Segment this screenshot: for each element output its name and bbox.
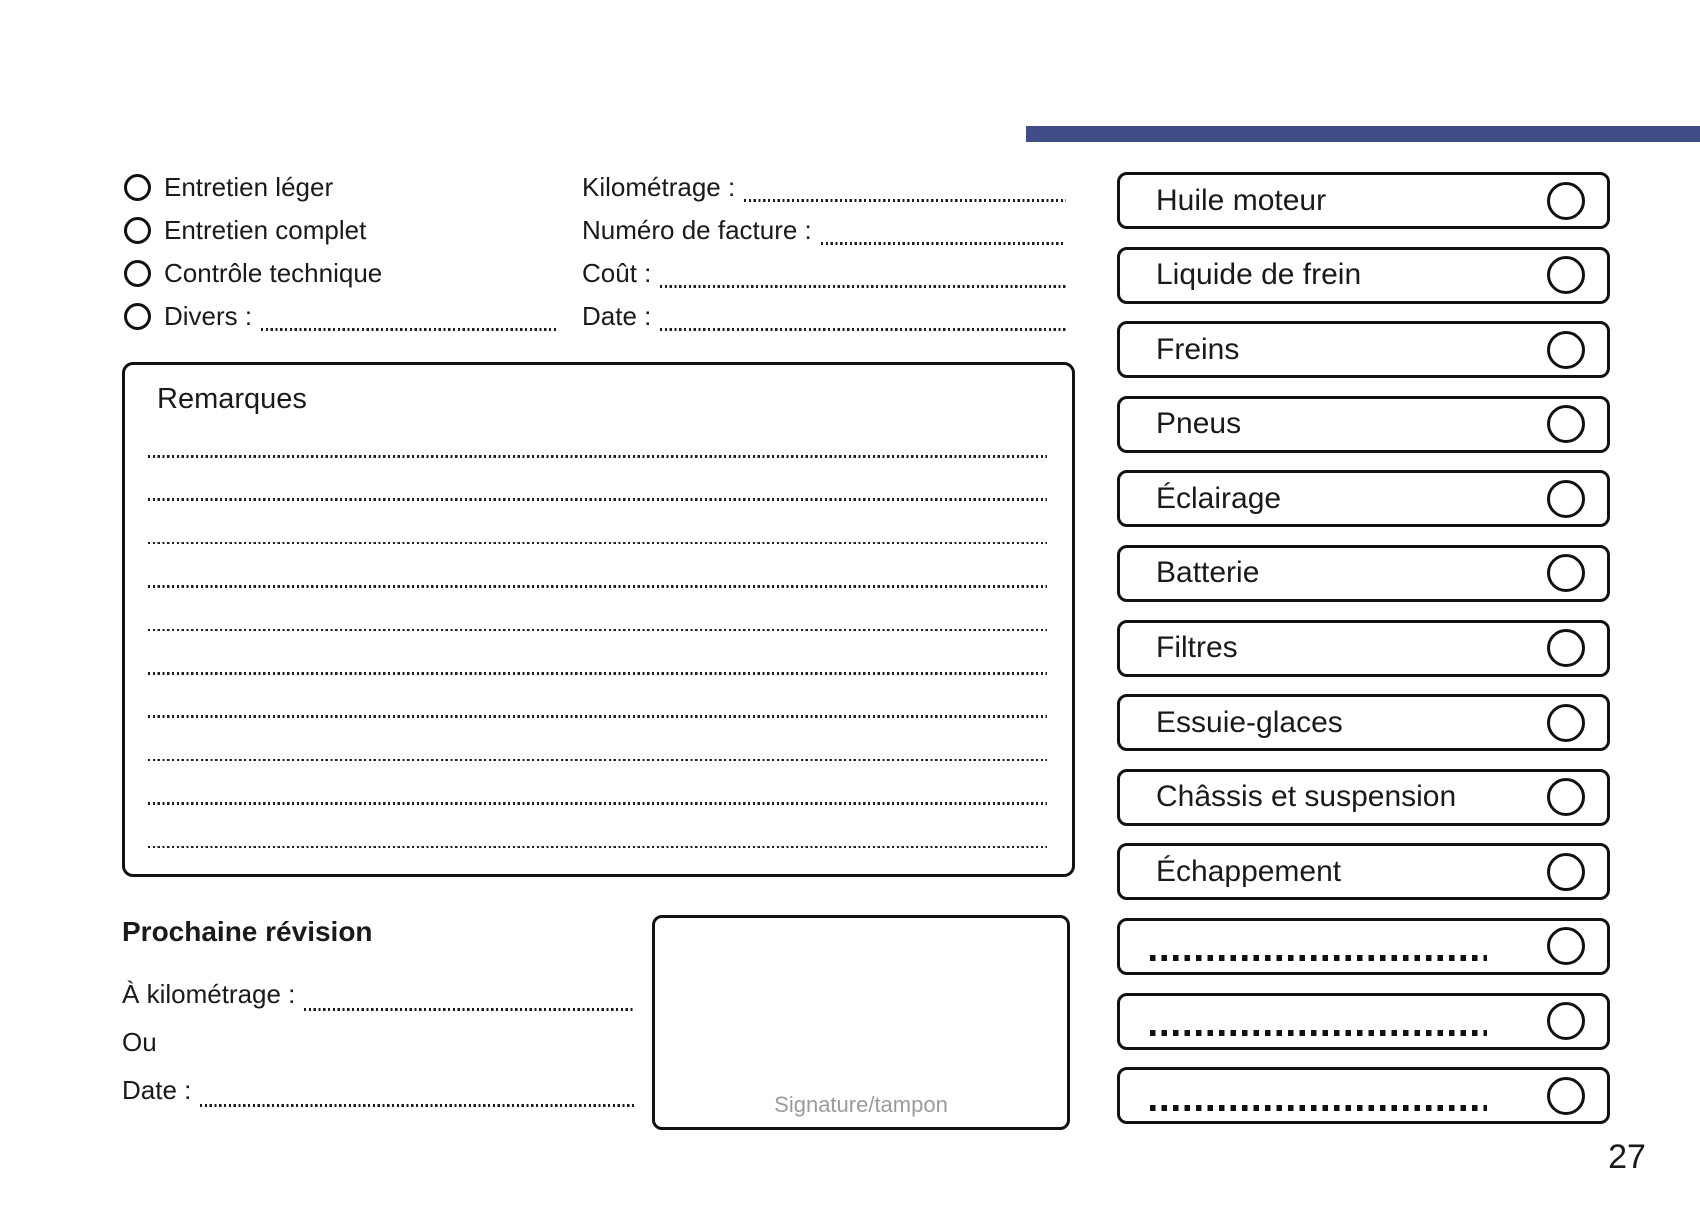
next-service-ou [122,1018,635,1066]
remarks-lines [148,455,1047,889]
check-circle-icon [1547,182,1585,220]
service-type-label: Contrôle technique [164,258,383,288]
inspection-checklist [1117,172,1610,1142]
dotted-writing-line [148,498,1047,501]
field-label: Date : [122,1074,192,1105]
field-label: Date : [582,301,652,331]
checklist-item-pneus [1117,396,1610,453]
radio-circle-icon [124,217,151,244]
service-type-option [124,166,556,209]
service-type-option [124,252,556,295]
checklist-item-label: Huile moteur [1156,183,1327,217]
dotted-fill-line [660,285,1066,288]
checklist-item-blank [1117,993,1610,1050]
checklist-item-liquide-de-frein [1117,247,1610,304]
checklist-item-label: Liquide de frein [1156,258,1362,292]
service-type-label: Entretien léger [164,172,334,202]
next-service-title: Prochaine révision [122,916,373,947]
checklist-item-essuie-glaces [1117,694,1610,751]
dotted-writing-line [148,802,1047,805]
checklist-item-label: Freins [1156,332,1240,366]
dotted-writing-line [148,542,1047,545]
check-circle-icon [1547,256,1585,294]
next-service-kilometrage [122,970,635,1018]
dotted-writing-line [148,585,1047,588]
field-label: Coût : [582,258,652,288]
field-label: Kilométrage : [582,172,736,202]
dotted-writing-line [148,455,1047,458]
field-label: Ou [122,1026,157,1057]
check-circle-icon [1547,629,1585,667]
checklist-item-label: Filtres [1156,631,1238,665]
check-circle-icon [1547,704,1585,742]
service-type-options [124,166,556,338]
checklist-item-label: Pneus [1156,407,1242,441]
radio-circle-icon [124,303,151,330]
radio-circle-icon [124,260,151,287]
field-kilometrage [582,166,1066,209]
remarks-title: Remarques [157,383,307,415]
signature-label: Signature/tampon [774,1092,948,1117]
field-date [582,295,1066,338]
field-numero-facture [582,209,1066,252]
dotted-writing-line [148,759,1047,762]
service-type-option-divers [124,295,556,338]
radio-circle-icon [124,174,151,201]
dotted-fill-line [304,1008,635,1011]
dotted-fill-line [1150,955,1487,961]
dotted-fill-line [821,242,1066,245]
service-detail-fields [582,166,1066,338]
field-label: À kilométrage : [122,978,296,1009]
checklist-item-echappement [1117,843,1610,900]
checklist-item-label: Éclairage [1156,481,1282,515]
field-label: Numéro de facture : [582,215,812,245]
accent-bar [1026,126,1700,142]
checklist-item-freins [1117,321,1610,378]
checklist-item-label: Batterie [1156,556,1260,590]
dotted-writing-line [148,715,1047,718]
dotted-writing-line [148,629,1047,632]
dotted-fill-line [261,328,556,331]
field-cout [582,252,1066,295]
service-type-label: Entretien complet [164,215,367,245]
check-circle-icon [1547,778,1585,816]
checklist-item-label: Échappement [1156,854,1342,888]
checklist-item-blank [1117,918,1610,975]
dotted-fill-line [200,1104,635,1107]
checklist-item-filtres [1117,620,1610,677]
dotted-writing-line [148,846,1047,849]
checklist-item-huile-moteur [1117,172,1610,229]
checklist-item-chassis-suspension [1117,769,1610,826]
service-type-option [124,209,556,252]
checklist-item-blank [1117,1067,1610,1124]
check-circle-icon [1547,554,1585,592]
signature-stamp-box [652,915,1070,1130]
checklist-item-eclairage [1117,470,1610,527]
check-circle-icon [1547,1002,1585,1040]
remarks-box [122,362,1075,877]
dotted-fill-line [744,199,1066,202]
dotted-writing-line [148,672,1047,675]
dotted-fill-line [660,328,1066,331]
check-circle-icon [1547,331,1585,369]
checklist-item-label: Essuie-glaces [1156,705,1343,739]
dotted-fill-line [1150,1105,1487,1111]
check-circle-icon [1547,1077,1585,1115]
page-number: 27 [1608,1138,1646,1176]
next-service-section [122,916,635,1114]
check-circle-icon [1547,853,1585,891]
next-service-date [122,1066,635,1114]
checklist-item-label: Châssis et suspension [1156,780,1457,814]
check-circle-icon [1547,480,1585,518]
dotted-fill-line [1150,1030,1487,1036]
check-circle-icon [1547,927,1585,965]
check-circle-icon [1547,405,1585,443]
service-type-label: Divers : [164,301,253,331]
checklist-item-batterie [1117,545,1610,602]
